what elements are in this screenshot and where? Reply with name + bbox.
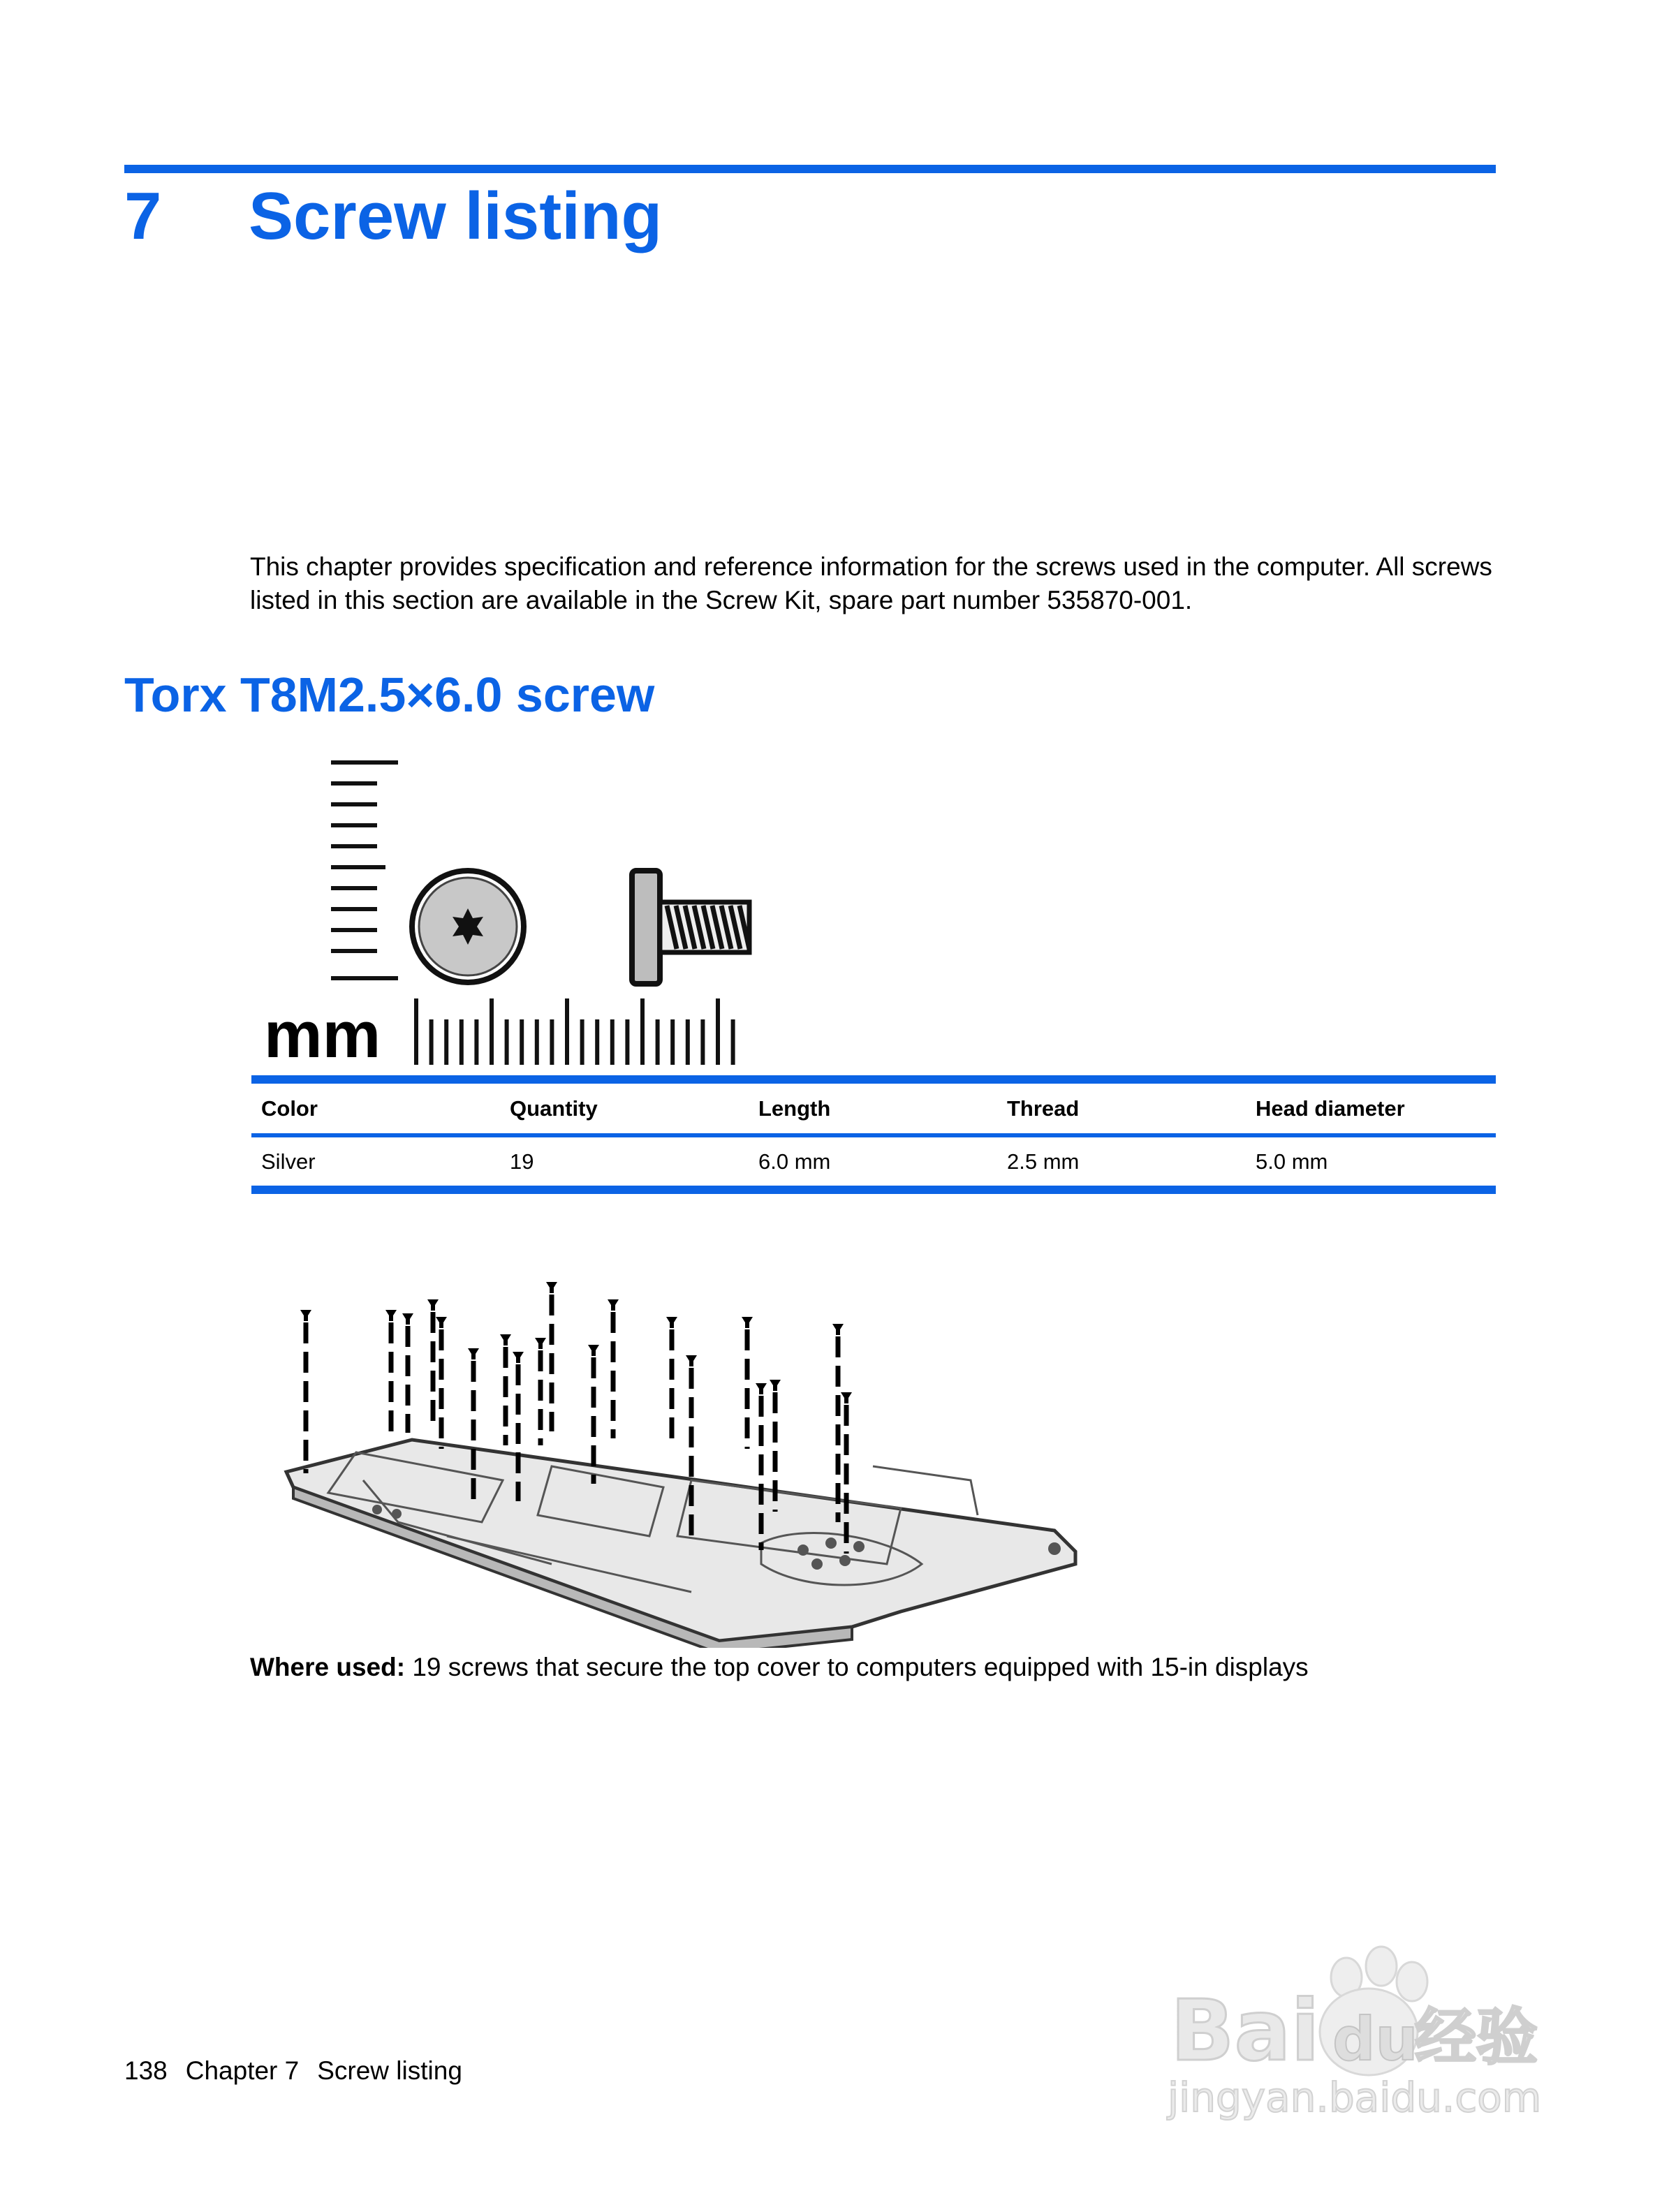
where-used-note — [250, 1651, 1309, 1684]
intro-paragraph: This chapter provides specification and reference information for the screws used in the computer. All screws listed in this section are available in the Screw Kit, spare part number 535870-001. — [250, 552, 1492, 614]
where-used-text: 19 screws that secure the top cover to computers equipped with 15-in displays — [405, 1653, 1309, 1681]
section-title: Torx T8M2.5×6.0 screw — [124, 668, 655, 722]
table-header-row — [251, 1079, 1496, 1135]
screw-side-icon — [632, 871, 749, 984]
cell-quantity: 19 — [510, 1149, 534, 1174]
chapter-number: 7 — [124, 179, 162, 253]
where-used-label: Where used: — [250, 1653, 406, 1681]
footer-chapter-label: Chapter 7 — [185, 2056, 300, 2085]
chapter-top-rule — [124, 165, 1496, 173]
footer-chapter-title: Screw listing — [317, 2056, 462, 2085]
watermark-brand-cn: 经验 — [1415, 2001, 1538, 2073]
baidu-jingyan-watermark — [1159, 1927, 1550, 2137]
header-head-diameter: Head diameter — [1256, 1096, 1405, 1121]
table-row — [251, 1135, 1496, 1190]
cell-length: 6.0 mm — [758, 1149, 831, 1174]
header-quantity: Quantity — [510, 1096, 598, 1121]
header-color: Color — [261, 1096, 318, 1121]
header-thread: Thread — [1007, 1096, 1080, 1121]
watermark-brand-du: du — [1332, 2005, 1418, 2074]
chapter-title: Screw listing — [249, 179, 663, 253]
screw-spec-figure — [258, 751, 1096, 1072]
watermark-brand-latin: Bai — [1170, 1983, 1320, 2080]
cell-color: Silver — [261, 1149, 316, 1174]
header-length: Length — [758, 1096, 831, 1121]
page-footer — [124, 2054, 480, 2088]
footer-page-number: 138 — [124, 2056, 168, 2085]
scale-unit-label: mm — [264, 998, 381, 1071]
torx-screw-head-icon — [412, 871, 524, 982]
cell-head-diameter: 5.0 mm — [1256, 1149, 1328, 1174]
watermark-url: jingyan.baidu.com — [1168, 2074, 1542, 2121]
top-cover-assembly-illustration — [272, 1271, 1096, 1648]
cell-thread: 2.5 mm — [1007, 1149, 1080, 1174]
screw-spec-table — [251, 1075, 1496, 1194]
